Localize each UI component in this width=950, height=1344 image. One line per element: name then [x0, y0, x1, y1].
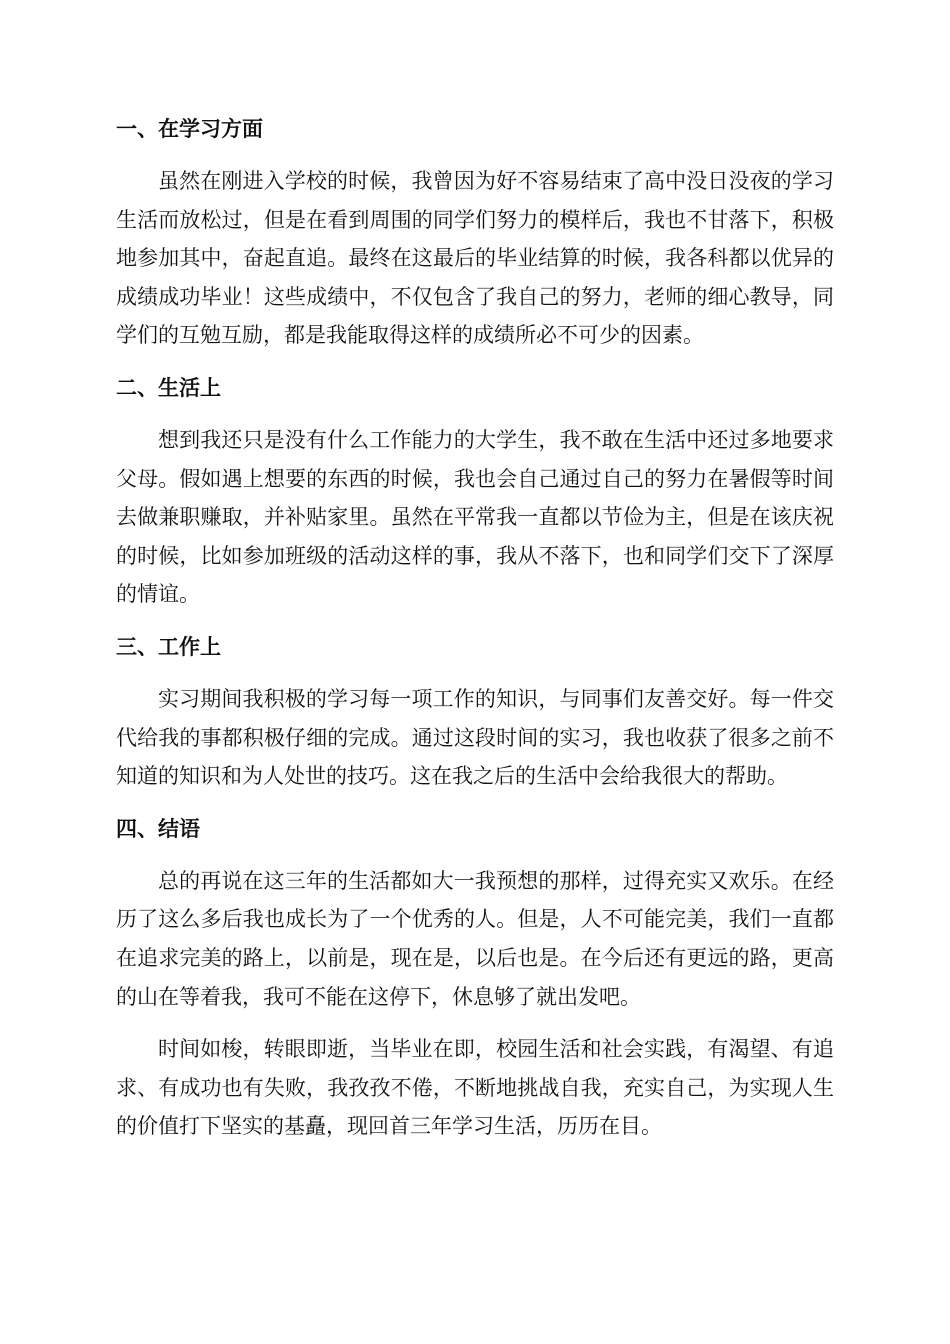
document-page [116, 110, 834, 1146]
paragraph: 虽然在刚进入学校的时候，我曾因为好不容易结束了高中没日没夜的学习生活而放松过，但是在看到周围的同学们努力的模样后，我也不甘落下，积极地参加其中，奋起直追。最终在这最后的毕业结算的时候，我各科都以优异的成绩成功毕业！这些成绩中，不仅包含了我自己的努力，老师的细心教导，同学们的互勉互励，都是我能取得这样的成绩所必不可少的因素。 [116, 169, 834, 348]
section-heading: 四、结语 [116, 816, 200, 841]
paragraph: 时间如梭，转眼即逝，当毕业在即，校园生活和社会实践，有渴望、有追求、有成功也有失败，我孜孜不倦，不断地挑战自我，充实自己，为实现人生的价值打下坚实的基矗，现回首三年学习生活，历历在目。 [116, 1037, 834, 1139]
section-heading: 三、工作上 [116, 634, 221, 659]
paragraph: 实习期间我积极的学习每一项工作的知识，与同事们友善交好。每一件交代给我的事都积极仔细的完成。通过这段时间的实习，我也收获了很多之前不知道的知识和为人处世的技巧。这在我之后的生活中会给我很大的帮助。 [116, 686, 834, 789]
paragraph: 想到我还只是没有什么工作能力的大学生，我不敢在生活中还过多地要求父母。假如遇上想要的东西的时候，我也会自己通过自己的努力在暑假等时间去做兼职赚取，并补贴家里。虽然在平常我一直都以节俭为主，但是在该庆祝的时候，比如参加班级的活动这样的事，我从不落下，也和同学们交下了深厚的情谊。 [116, 427, 834, 607]
section-conclusion [116, 810, 834, 1146]
section-study [116, 110, 834, 355]
section-life [116, 369, 834, 614]
paragraph: 总的再说在这三年的生活都如大一我预想的那样，过得充实又欢乐。在经历了这么多后我也成长为了一个优秀的人。但是，人不可能完美，我们一直都在追求完美的路上，以前是，现在是，以后也是。在今后还有更远的路，更高的山在等着我，我可不能在这停下，休息够了就出发吧。 [116, 868, 834, 1009]
section-work [116, 628, 834, 796]
section-heading: 二、生活上 [116, 375, 221, 400]
section-heading: 一、在学习方面 [116, 117, 263, 141]
